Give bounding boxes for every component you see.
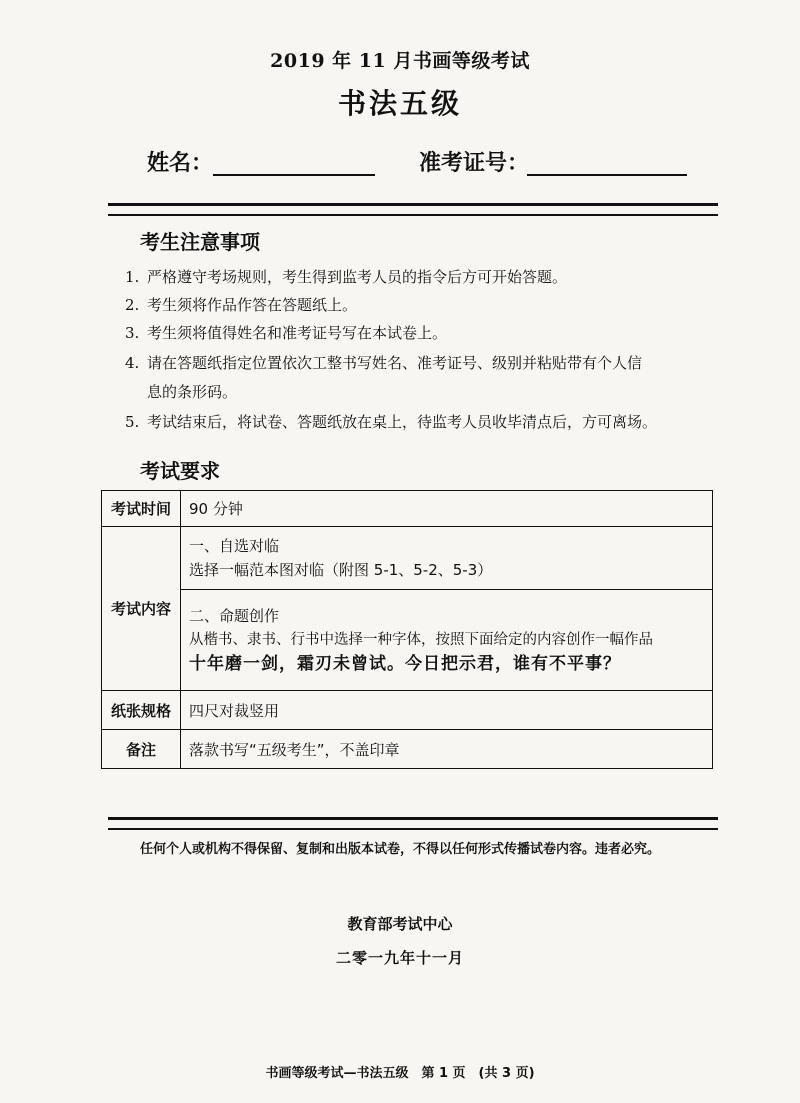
requirements-table [101,490,713,769]
part1-desc: 选择一幅范本图对临（附图 5-1、5-2、5-3） [189,561,493,579]
table-row-paper [102,691,713,730]
exam-title: 2019 年 11 月书画等级考试 [270,50,530,72]
exam-id-blank-line [527,148,687,176]
notice-text: 严格遵守考场规则，考生得到监考人员的指令后方可开始答题。 [147,268,568,286]
table-row-content-part2 [102,590,713,691]
notice-number: 1. [125,268,140,286]
part1-title: 一、自选对临 [189,537,280,555]
notice-item-1 [125,266,705,288]
part2-poem: 十年磨一剑，霜刃未曾试。今日把示君，谁有不平事？ [189,654,621,674]
notice-text: 请在答题纸指定位置依次工整书写姓名、准考证号、级别并粘贴带有个人信 [147,354,643,372]
notice-item-5 [125,411,705,433]
notice-text: 考生须将值得姓名和准考证号写在本试卷上。 [147,324,448,342]
table-row-content-part1 [102,527,713,590]
notice-text: 考试结束后，将试卷、答题纸放在桌上，待监考人员收毕清点后，方可离场。 [147,413,658,431]
double-divider-bottom [108,817,718,830]
notice-number: 3. [125,324,140,342]
content-label: 考试内容 [102,527,181,691]
double-divider-top [108,203,718,216]
time-label: 考试时间 [102,491,181,527]
notice-number: 2. [125,296,140,314]
notice-heading: 考生注意事项 [140,230,260,254]
notice-item-2 [125,294,705,316]
part1-cell [181,527,713,590]
requirements-heading: 考试要求 [140,459,220,483]
paper-label: 纸张规格 [102,691,181,730]
exam-id-label: 准考证号： [419,151,530,176]
issue-date: 二零一九年十一月 [335,949,464,967]
issuer: 教育部考试中心 [347,915,453,933]
time-value: 90 分钟 [181,491,713,527]
table-row-remark [102,730,713,769]
remark-value: 落款书写“五级考生”，不盖印章 [181,730,713,769]
part2-desc: 从楷书、隶书、行书中选择一种字体，按照下面给定的内容创作一幅作品 [189,632,653,648]
page-footer: 书画等级考试—书法五级 第 1 页 (共 3 页) [265,1066,535,1081]
candidate-info-row [0,146,800,182]
notice-item-4 [125,352,705,374]
copyright-notice: 任何个人或机构不得保留、复制和出版本试卷，不得以任何形式传播试卷内容。违者必究。 [139,842,660,857]
notice-text: 考生须将作品作答在答题纸上。 [147,296,358,314]
level-title: 书法五级 [337,87,462,120]
notice-number: 4. [125,354,140,372]
name-label: 姓名： [147,151,214,176]
notice-number: 5. [125,413,140,431]
part2-cell [181,590,713,691]
paper-value: 四尺对裁竖用 [181,691,713,730]
name-blank-line [213,148,375,176]
part2-title: 二、命题创作 [189,607,280,625]
table-row-time [102,491,713,527]
remark-label: 备注 [102,730,181,769]
notice-item-3 [125,322,705,344]
notice-item-4-continuation: 息的条形码。 [147,383,238,401]
